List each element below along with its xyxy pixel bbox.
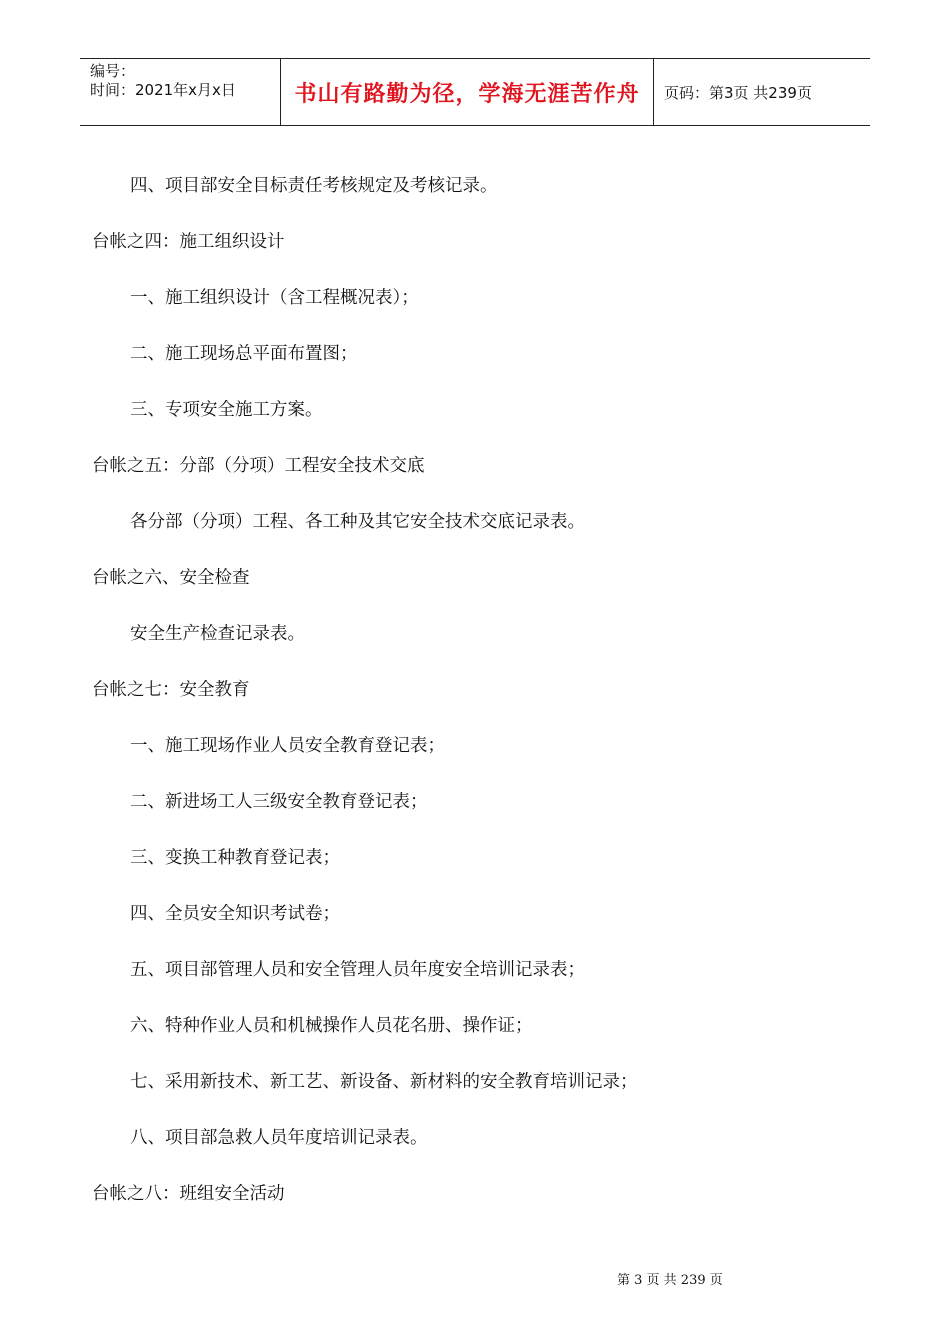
body-line: 七、采用新技术、新工艺、新设备、新材料的安全教育培训记录； bbox=[130, 1072, 638, 1092]
section-heading: 台帐之八：班组安全活动 bbox=[92, 1184, 285, 1204]
header-motto: 书山有路勤为径，学海无涯苦作舟 bbox=[281, 59, 654, 125]
body-line: 安全生产检查记录表。 bbox=[130, 624, 305, 644]
body-line: 三、专项安全施工方案。 bbox=[130, 400, 323, 420]
body-line: 一、施工组织设计（含工程概况表）； bbox=[130, 288, 419, 308]
section-heading: 台帐之四：施工组织设计 bbox=[92, 232, 285, 252]
body-line: 六、特种作业人员和机械操作人员花名册、操作证； bbox=[130, 1016, 533, 1036]
page-footer: 第 3 页 共 239 页 bbox=[617, 1273, 723, 1288]
section-heading: 台帐之五：分部（分项）工程安全技术交底 bbox=[92, 456, 425, 476]
body-line: 四、全员安全知识考试卷； bbox=[130, 904, 340, 924]
body-line: 四、项目部安全目标责任考核规定及考核记录。 bbox=[130, 176, 498, 196]
body-line: 二、施工现场总平面布置图； bbox=[130, 344, 358, 364]
document-time-label: 时间：2021年x月x日 bbox=[90, 81, 236, 99]
page-header bbox=[80, 58, 870, 126]
header-page-code: 页码：第3页 共239页 bbox=[664, 83, 812, 102]
body-line: 各分部（分项）工程、各工种及其它安全技术交底记录表。 bbox=[130, 512, 585, 532]
document-number-label: 编号： bbox=[90, 62, 136, 80]
body-line: 三、变换工种教育登记表； bbox=[130, 848, 340, 868]
body-line: 二、新进场工人三级安全教育登记表； bbox=[130, 792, 428, 812]
body-line: 八、项目部急救人员年度培训记录表。 bbox=[130, 1128, 428, 1148]
header-meta-cell bbox=[80, 59, 281, 125]
section-heading: 台帐之六、安全检查 bbox=[92, 568, 250, 588]
section-heading: 台帐之七：安全教育 bbox=[92, 680, 250, 700]
body-line: 五、项目部管理人员和安全管理人员年度安全培训记录表； bbox=[130, 960, 585, 980]
body-line: 一、施工现场作业人员安全教育登记表； bbox=[130, 736, 445, 756]
